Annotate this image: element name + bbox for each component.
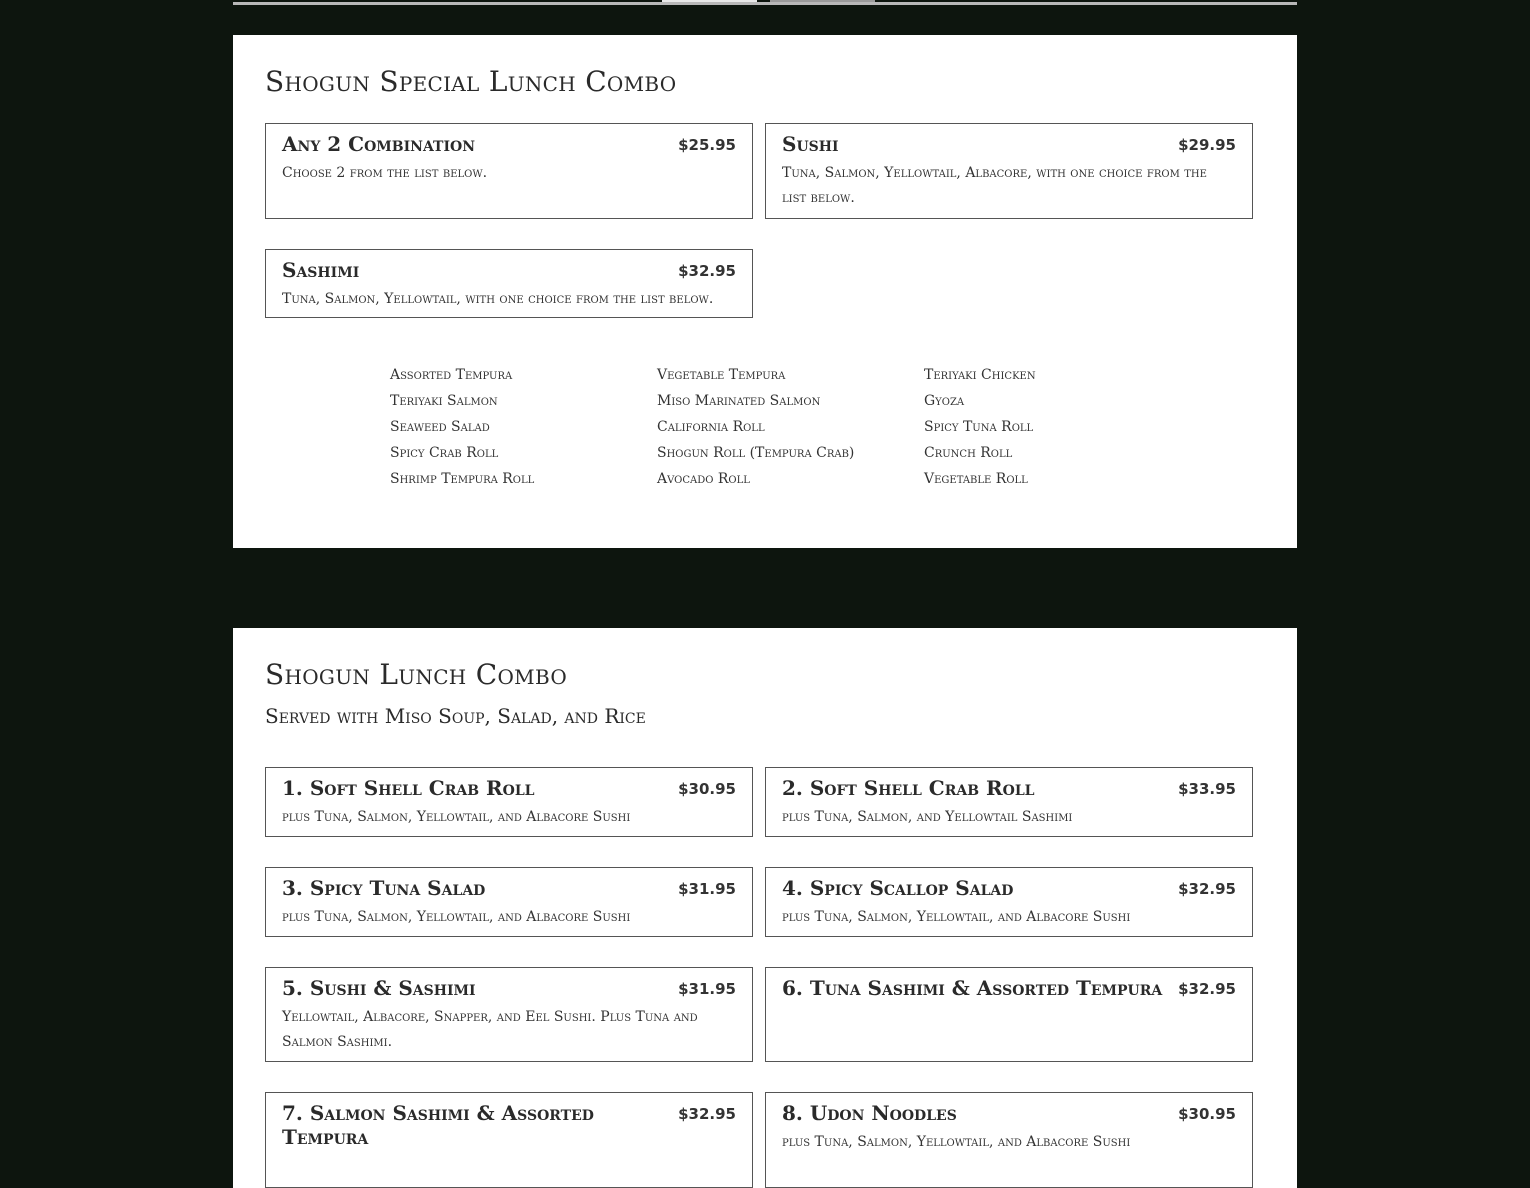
choice-item: Gyoza	[924, 393, 965, 409]
choice-item: Seaweed Salad	[390, 419, 490, 435]
menu-item-price: $30.95	[678, 780, 736, 798]
menu-card	[265, 767, 753, 837]
menu-item-price: $32.95	[678, 262, 736, 280]
menu-item-price: $32.95	[1178, 880, 1236, 898]
menu-item-description: plus Tuna, Salmon, Yellowtail, and Albacore Sushi	[282, 809, 631, 825]
menu-item-name: 1. Soft Shell Crab Roll	[282, 776, 535, 800]
section-title: Shogun Special Lunch Combo	[265, 65, 677, 98]
choice-column	[657, 362, 917, 492]
choice-item: Assorted Tempura	[390, 367, 513, 383]
menu-item-description: plus Tuna, Salmon, Yellowtail, and Albacore Sushi	[282, 909, 631, 925]
menu-card	[265, 867, 753, 937]
menu-item-name: 6. Tuna Sashimi & Assorted Tempura	[782, 976, 1163, 1000]
section-title: Shogun Lunch Combo	[265, 658, 568, 691]
choice-item: California Roll	[657, 419, 765, 435]
choice-item: Shogun Roll (Tempura Crab)	[657, 445, 855, 461]
menu-item-description: Tuna, Salmon, Yellowtail, with one choice from the list below.	[282, 291, 714, 307]
choice-item: Crunch Roll	[924, 445, 1013, 461]
menu-item-name: 8. Udon Noodles	[782, 1101, 957, 1125]
menu-card	[265, 123, 753, 219]
menu-card	[265, 249, 753, 318]
menu-item-description: Yellowtail, Albacore, Snapper, and Eel Sushi. Plus Tuna and Salmon Sashimi.	[282, 1009, 698, 1050]
menu-item-name: Any 2 Combination	[282, 132, 475, 156]
menu-item-price: $31.95	[678, 880, 736, 898]
choice-item: Shrimp Tempura Roll	[390, 471, 535, 487]
menu-item-price: $30.95	[1178, 1105, 1236, 1123]
section-subtitle: Served with Miso Soup, Salad, and Rice	[265, 704, 646, 728]
menu-card	[265, 1092, 753, 1188]
choice-item: Avocado Roll	[657, 471, 750, 487]
menu-card	[265, 967, 753, 1062]
choice-item: Miso Marinated Salmon	[657, 393, 821, 409]
menu-item-description: plus Tuna, Salmon, Yellowtail, and Albacore Sushi	[782, 1134, 1131, 1150]
menu-card	[765, 767, 1253, 837]
menu-item-description: plus Tuna, Salmon, Yellowtail, and Albacore Sushi	[782, 909, 1131, 925]
menu-item-description: Tuna, Salmon, Yellowtail, Albacore, with one choice from the list below.	[782, 165, 1207, 206]
lunch-combo-section	[233, 628, 1297, 1188]
choice-item: Spicy Crab Roll	[390, 445, 499, 461]
menu-item-name: Sushi	[782, 132, 839, 156]
choice-item: Teriyaki Salmon	[390, 393, 498, 409]
menu-item-name: 7. Salmon Sashimi & Assorted Tempura	[282, 1101, 594, 1149]
nav-tab-indicator-secondary[interactable]	[770, 0, 875, 2]
menu-card	[765, 867, 1253, 937]
top-nav-bar	[233, 0, 1297, 5]
menu-item-price: $33.95	[1178, 780, 1236, 798]
menu-item-price: $32.95	[1178, 980, 1236, 998]
menu-item-name: 2. Soft Shell Crab Roll	[782, 776, 1035, 800]
choice-column	[924, 362, 1184, 492]
menu-item-price: $32.95	[678, 1105, 736, 1123]
menu-card	[765, 967, 1253, 1062]
menu-item-name: Sashimi	[282, 258, 360, 282]
special-lunch-combo-section	[233, 35, 1297, 548]
menu-item-price: $29.95	[1178, 136, 1236, 154]
choice-item: Vegetable Roll	[924, 471, 1028, 487]
menu-item-name: 3. Spicy Tuna Salad	[282, 876, 486, 900]
choice-item: Spicy Tuna Roll	[924, 419, 1034, 435]
menu-item-description: Choose 2 from the list below.	[282, 165, 488, 181]
menu-item-description: plus Tuna, Salmon, and Yellowtail Sashimi	[782, 809, 1073, 825]
choice-item: Teriyaki Chicken	[924, 367, 1036, 383]
nav-tab-indicator[interactable]	[662, 0, 757, 2]
menu-card	[765, 1092, 1253, 1188]
menu-item-price: $25.95	[678, 136, 736, 154]
menu-item-name: 4. Spicy Scallop Salad	[782, 876, 1014, 900]
menu-item-price: $31.95	[678, 980, 736, 998]
menu-card	[765, 123, 1253, 219]
choice-column	[390, 362, 650, 492]
choice-item: Vegetable Tempura	[657, 367, 786, 383]
menu-item-name: 5. Sushi & Sashimi	[282, 976, 476, 1000]
nav-underline	[233, 2, 1297, 5]
